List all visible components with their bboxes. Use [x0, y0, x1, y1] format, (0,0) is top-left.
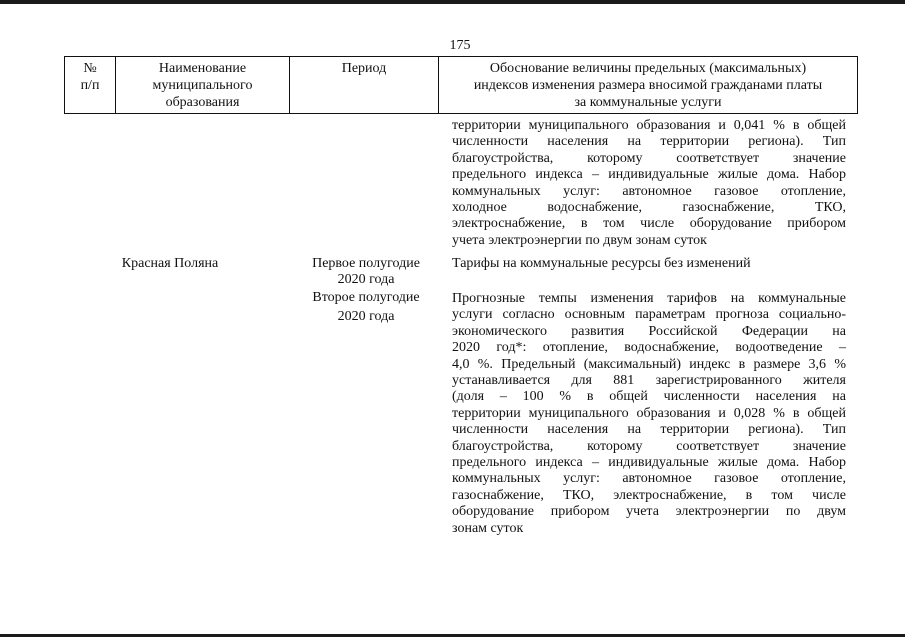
scan-border-top — [0, 0, 905, 4]
period-first-half: Первое полугодие 2020 года — [312, 256, 420, 288]
header-number: № п/п — [80, 61, 100, 93]
header-period: Период — [341, 61, 387, 76]
continuation-text: территории муниципального образования и 0,041 % в общей численности населения на территории региона). Тип благоустройства, которому соответствует значение предельного индекса – индивидуальные жилые дома. Набор коммунальных услуг: автономное газовое отопление, холодное водоснабжение, газоснабжение, ТКО, электроснабжение, в том числе оборудование прибором учета электроэнергии по двум зонам суток — [452, 118, 846, 248]
page-number: 175 — [449, 38, 471, 53]
municipality-name: Красная Поляна — [121, 256, 219, 271]
tariffs-unchanged-text: Тарифы на коммунальные ресурсы без изменений — [452, 256, 751, 271]
scan-border-bottom — [0, 634, 905, 637]
header-justification: Обоснование величины предельных (максимальных) индексов изменения размера вносимой гражданами платы за коммунальные услуги — [473, 61, 823, 110]
header-municipality: Наименование муниципального образования — [152, 61, 253, 110]
period-second-half: Второе полугодие 2020 года — [312, 290, 420, 325]
table-header — [64, 56, 858, 114]
tariff-forecast-text: Прогнозные темпы изменения тарифов на коммунальные услуги согласно основным параметрам прогноза социально- экономического развития Российской Федерации на 2020 год*: отопление, водоснабжение, водоотведение – 4,0 %. Предельный (максимальный) индекс в размере 3,6 % устанавливается для 881 зарегистрированного жителя (доля – 100 % в общей численности населения на территории муниципального образования и 0,028 % в общей численности населения на территории региона). Тип благоустройства, которому соответствует значение предельного индекса – индивидуальные жилые дома. Набор коммунальных услуг: автономное газовое отопление, газоснабжение, ТКО, электроснабжение, в том числе оборудование прибором учета электроэнергии по двум зонам суток — [452, 291, 846, 536]
